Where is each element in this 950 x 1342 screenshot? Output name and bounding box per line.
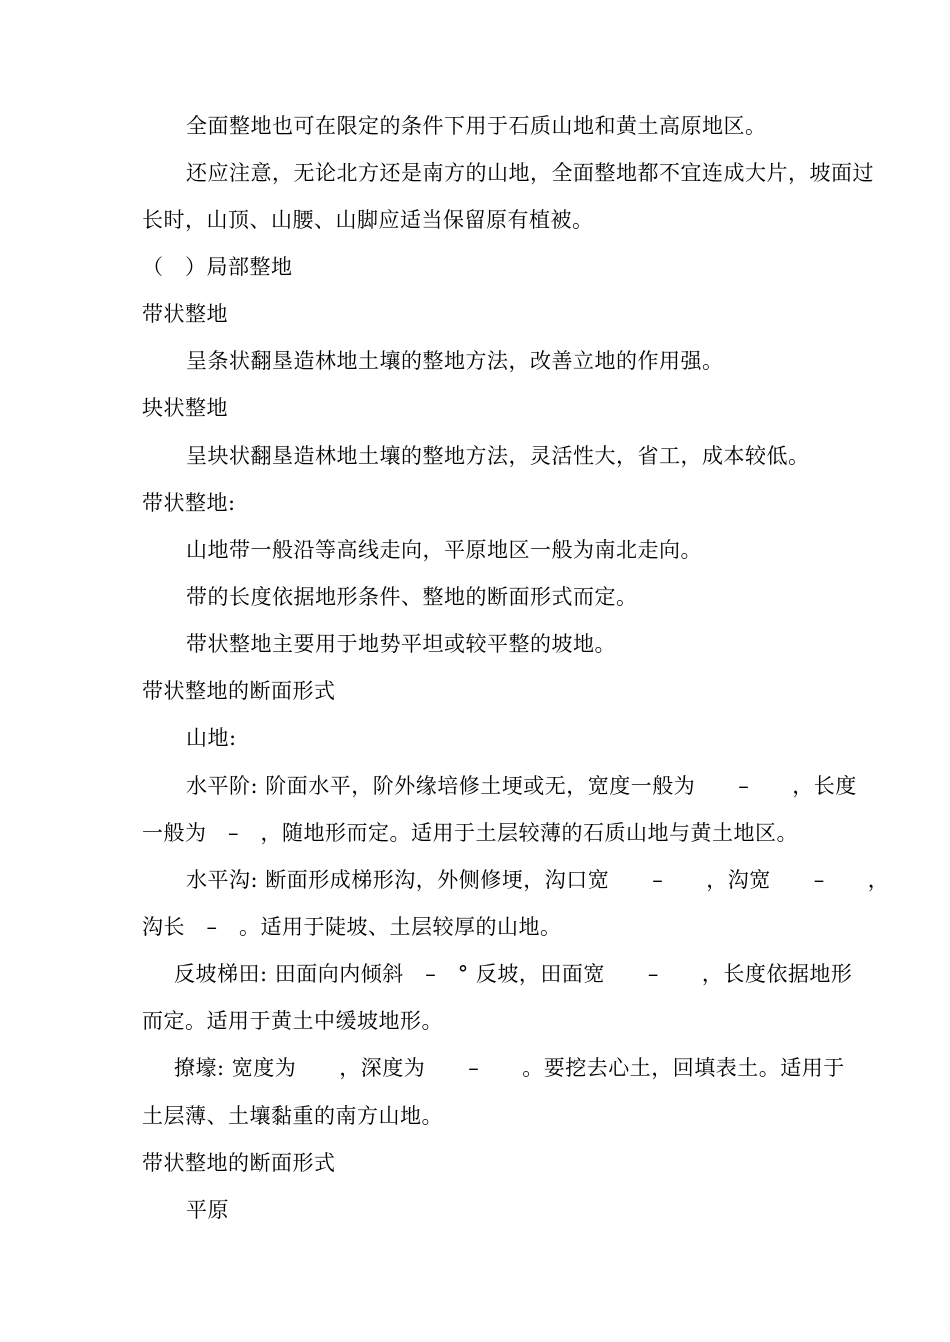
section-heading: （ ）局部整地 (142, 255, 293, 279)
paragraph-line: 沟长 – 。适用于陡坡、土层较厚的山地。 (142, 915, 562, 939)
paragraph-line: 带的长度依据地形条件、整地的断面形式而定。 (186, 585, 638, 609)
paragraph-line: 一般为 – ，随地形而定。适用于土层较薄的石质山地与黄土地区。 (142, 821, 798, 845)
paragraph-line: 水平阶: 阶面水平，阶外缘培修土埂或无，宽度一般为 – ，长度 (186, 774, 857, 798)
subsection-heading: 块状整地 (142, 396, 228, 420)
paragraph-line: 山地: (186, 726, 237, 750)
paragraph-line: 还应注意，无论北方还是南方的山地，全面整地都不宜连成大片，坡面过 (186, 161, 874, 185)
paragraph-line: 土层薄、土壤黏重的南方山地。 (142, 1104, 443, 1128)
paragraph-line: 撩壕: 宽度为 ，深度为 – 。要挖去心土，回填表土。适用于 (174, 1056, 845, 1080)
subsection-heading: 带状整地的断面形式 (142, 679, 336, 703)
paragraph-line: 呈条状翻垦造林地土壤的整地方法，改善立地的作用强。 (186, 349, 724, 373)
paragraph-line: 呈块状翻垦造林地土壤的整地方法，灵活性大，省工，成本较低。 (186, 444, 810, 468)
paragraph-line: 山地带一般沿等高线走向，平原地区一般为南北走向。 (186, 538, 702, 562)
paragraph-line: 而定。适用于黄土中缓坡地形。 (142, 1009, 443, 1033)
paragraph-line: 长时，山顶、山腰、山脚应适当保留原有植被。 (142, 208, 594, 232)
subsection-heading: 带状整地: (142, 491, 236, 515)
paragraph-line: 水平沟: 断面形成梯形沟，外侧修埂，沟口宽 – ，沟宽 – ， (186, 868, 890, 892)
subsection-heading: 带状整地 (142, 302, 228, 326)
paragraph-line: 反坡梯田: 田面向内倾斜 – ° 反坡，田面宽 – ，长度依据地形 (174, 962, 853, 986)
subsection-heading: 带状整地的断面形式 (142, 1151, 336, 1175)
paragraph-line: 带状整地主要用于地势平坦或较平整的坡地。 (186, 632, 616, 656)
paragraph-line: 全面整地也可在限定的条件下用于石质山地和黄土高原地区。 (186, 114, 767, 138)
paragraph-line: 平原 (186, 1198, 229, 1222)
